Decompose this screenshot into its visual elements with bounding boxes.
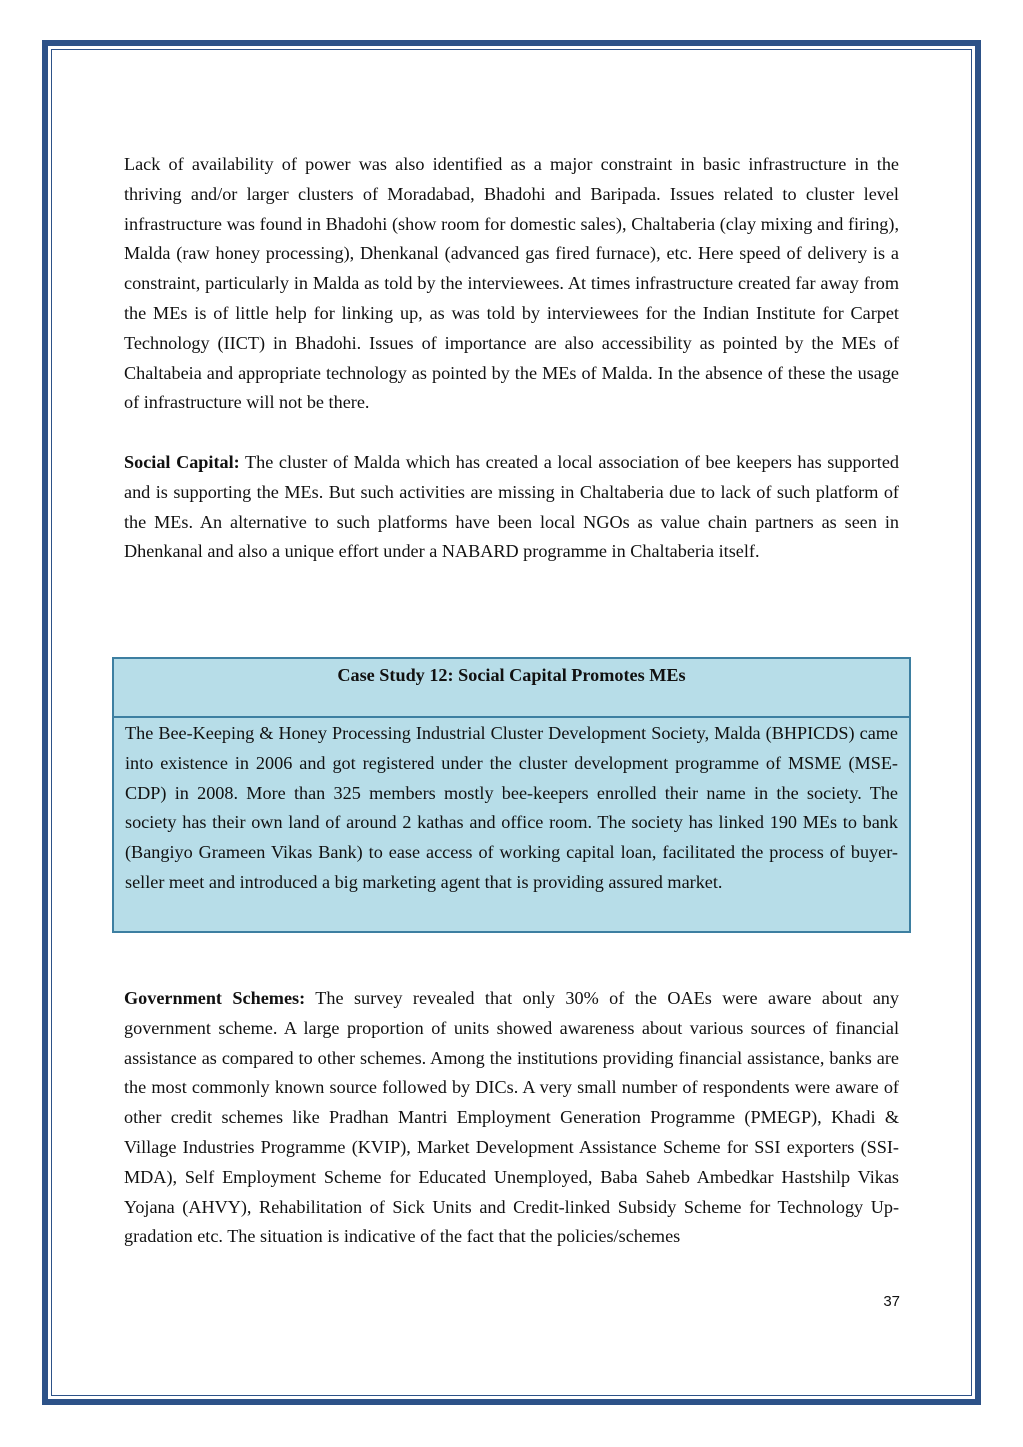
case-study-body bbox=[114, 718, 909, 898]
case-study-box bbox=[112, 657, 911, 933]
case-study-title: Case Study 12: Social Capital Promotes MEs bbox=[114, 659, 909, 718]
infrastructure-paragraph-text: Lack of availability of power was also identified as a major constraint in basic infrastructure in the thriving and/or larger clusters of Moradabad, Bhadohi and Baripada. Issues related to cluster level infrastructure was found in Bhadohi (show room for domestic sales), Chaltaberia (clay mixing and firing), Malda (raw honey processing), Dhenkanal (advanced gas fired furnace), etc. Here speed of delivery is a constraint, particularly in Malda as told by the interviewees. At times infrastructure created far away from the MEs is of little help for linking up, as was told by interviewees for the Indian Institute for Carpet Technology (IICT) in Bhadohi. Issues of importance are also accessibility as pointed by the MEs of Chaltabeia and appropriate technology as pointed by the MEs of Malda. In the absence of these the usage of infrastructure will not be there. bbox=[124, 154, 899, 413]
social-capital-heading: Social Capital: bbox=[124, 451, 240, 472]
government-schemes-section bbox=[124, 984, 899, 1252]
government-schemes-heading: Government Schemes: bbox=[124, 988, 306, 1008]
social-capital-text: The cluster of Malda which has created a local association of bee keepers has supported and is supporting the MEs. But such activities are missing in Chaltaberia due to lack of such platform of the MEs. An alternative to such platforms have been local NGOs as value chain partners as seen in Dhenkanal and also a unique effort under a NABARD programme in Chaltaberia itself. bbox=[124, 451, 899, 562]
social-capital-paragraph bbox=[124, 448, 899, 567]
body-text-top bbox=[124, 150, 899, 567]
page-number: 37 bbox=[883, 1293, 900, 1310]
infrastructure-paragraph bbox=[124, 150, 899, 418]
case-study-text: The Bee-Keeping & Honey Processing Industrial Cluster Development Society, Malda (BHPICDS) came into existence in 2006 and got registered under the cluster development programme of MSME (MSE-CDP) in 2008. More than 325 members mostly bee-keepers enrolled their name in the society. The society has their own land of around 2 kathas and office room. The society has linked 190 MEs to bank (Bangiyo Grameen Vikas Bank) to ease access of working capital loan, facilitated the process of buyer-seller meet and introduced a big marketing agent that is providing assured market. bbox=[125, 723, 898, 892]
government-schemes-paragraph bbox=[124, 984, 899, 1252]
government-schemes-text: The survey revealed that only 30% of the OAEs were aware about any government scheme. A large proportion of units showed awareness about various sources of financial assistance as compared to other schemes. Among the institutions providing financial assistance, banks are the most commonly known source followed by DICs. A very small number of respondents were aware of other credit schemes like Pradhan Mantri Employment Generation Programme (PMEGP), Khadi & Village Industries Programme (KVIP), Market Development Assistance Scheme for SSI exporters (SSI-MDA), Self Employment Scheme for Educated Unemployed, Baba Saheb Ambedkar Hastshilp Vikas Yojana (AHVY), Rehabilitation of Sick Units and Credit-linked Subsidy Scheme for Technology Up-gradation etc. The situation is indicative of the fact that the policies/schemes bbox=[124, 988, 899, 1247]
